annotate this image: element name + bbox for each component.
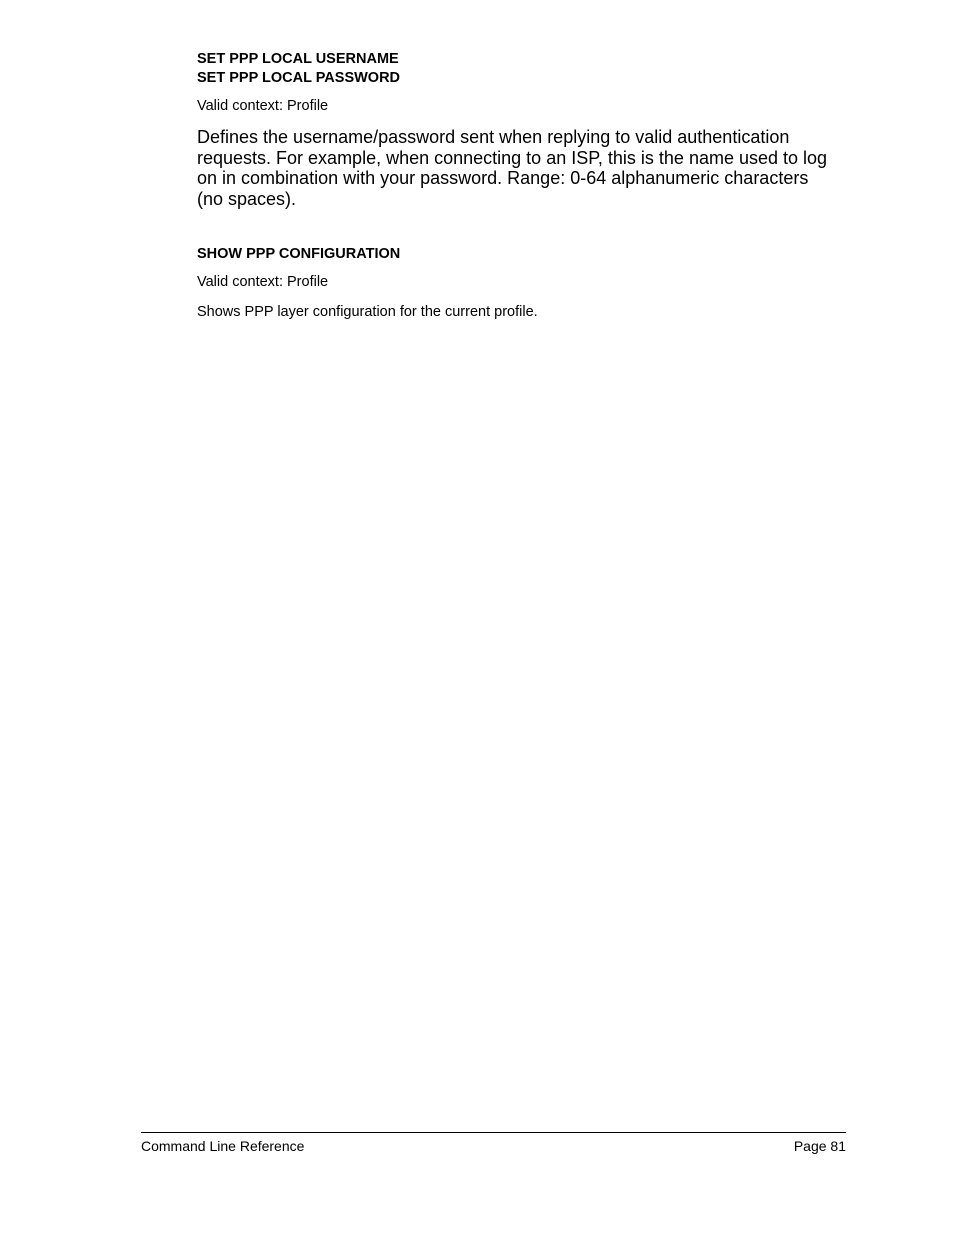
page-content [197,50,837,321]
description-text: Shows PPP layer configuration for the current profile. [197,304,538,320]
footer-page-number: Page 81 [793,1138,846,1154]
page-footer [141,1132,846,1155]
valid-context-text: Valid context: Profile [197,98,329,114]
description-text: Defines the username/password sent when replying to valid authentication requests. For example, when connecting to an ISP, this is the name used to log on in combination with your password. Range: 0-64 alphanumeric characters (no spaces). [197,127,828,209]
footer-document-title: Command Line Reference [141,1138,305,1154]
heading-set-ppp-local-username: SET PPP LOCAL USERNAME [197,51,399,67]
heading-set-ppp-local-password: SET PPP LOCAL PASSWORD [197,70,401,86]
section-set-ppp-local-headings [197,50,837,88]
valid-context-text: Valid context: Profile [197,274,329,290]
heading-show-ppp-configuration: SHOW PPP CONFIGURATION [197,246,401,262]
